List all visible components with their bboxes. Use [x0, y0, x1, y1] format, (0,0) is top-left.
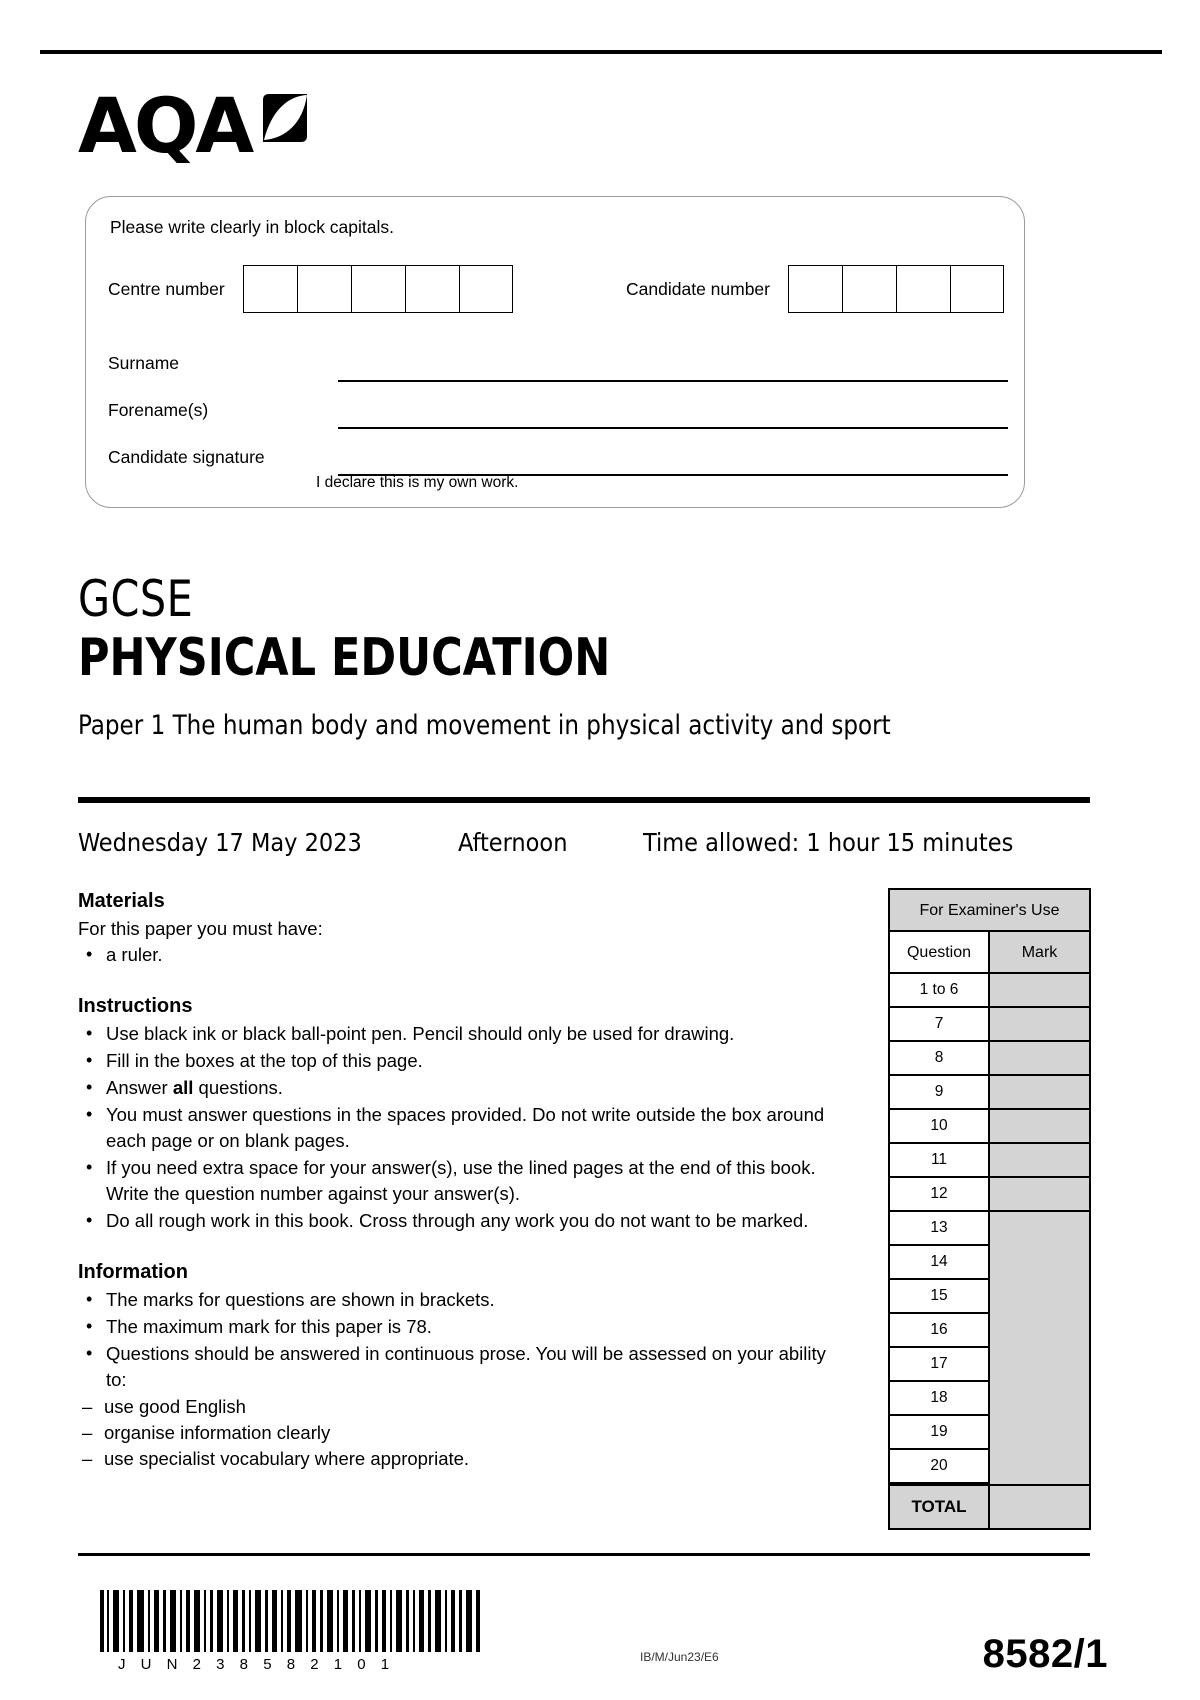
question-cell: 11 — [890, 1144, 990, 1178]
list-item: • Questions should be answered in continuous prose. You will be assessed on your ability to: — [78, 1341, 838, 1393]
title-divider-rule — [78, 797, 1090, 803]
table-row — [890, 1042, 1089, 1076]
answer-suffix: questions. — [193, 1077, 283, 1098]
instructions-heading: Instructions — [78, 995, 193, 1017]
total-mark-cell[interactable] — [990, 1486, 1089, 1528]
table-row — [890, 1212, 1089, 1246]
table-row — [890, 1382, 1089, 1416]
mark-cell[interactable] — [990, 1110, 1089, 1144]
top-rule — [40, 50, 1162, 54]
candidate-number-cell[interactable] — [788, 265, 842, 313]
list-item: – organise information clearly — [78, 1420, 838, 1446]
centre-number-cell[interactable] — [405, 265, 459, 313]
mark-cell[interactable] — [990, 1178, 1089, 1212]
exam-session: Afternoon — [458, 828, 568, 857]
paper-subtitle: Paper 1 The human body and movement in physical activity and sport — [78, 710, 891, 741]
information-heading: Information — [78, 1261, 188, 1283]
instructions-list — [78, 1021, 838, 1234]
mark-cell[interactable] — [990, 1008, 1089, 1042]
list-item: • The maximum mark for this paper is 78. — [78, 1314, 838, 1340]
candidate-number-cell[interactable] — [950, 265, 1004, 313]
mark-cell[interactable] — [990, 1314, 1089, 1348]
question-cell: 8 — [890, 1042, 990, 1076]
table-row — [890, 1008, 1089, 1042]
centre-number-cell[interactable] — [351, 265, 405, 313]
document-code: IB/M/Jun23/E6 — [640, 1650, 719, 1664]
information-list — [78, 1287, 838, 1393]
section-gap — [78, 969, 838, 993]
subject-title: PHYSICAL EDUCATION — [78, 628, 611, 688]
column-header-mark: Mark — [990, 932, 1089, 972]
question-cell: 1 to 6 — [890, 974, 990, 1008]
name-fields — [108, 347, 1008, 488]
cover-instructions-column — [78, 888, 838, 1472]
surname-row — [108, 347, 1008, 394]
information-sub-list — [78, 1394, 838, 1472]
mark-cell[interactable] — [990, 1042, 1089, 1076]
mark-cell[interactable] — [990, 1382, 1089, 1416]
centre-number-cell[interactable] — [297, 265, 351, 313]
exam-time-allowed: Time allowed: 1 hour 15 minutes — [643, 828, 1014, 857]
question-cell: 17 — [890, 1348, 990, 1382]
candidate-details-box — [85, 196, 1025, 508]
list-item: • If you need extra space for your answer(s), use the lined pages at the end of this book. Write the question number against your answer(s). — [78, 1155, 838, 1207]
number-fields-row — [108, 265, 1004, 313]
exam-details-bar — [78, 828, 1090, 857]
candidate-number-cell[interactable] — [842, 265, 896, 313]
centre-number-label: Centre number — [108, 278, 225, 299]
surname-input[interactable] — [338, 380, 1008, 382]
materials-heading: Materials — [78, 890, 165, 912]
question-cell: 18 — [890, 1382, 990, 1416]
exam-board-name: AQA — [78, 81, 252, 170]
centre-number-input[interactable] — [243, 265, 513, 313]
list-item: • You must answer questions in the spaces provided. Do not write outside the box around each page or on blank pages. — [78, 1102, 838, 1154]
table-row — [890, 1348, 1089, 1382]
list-item: • Fill in the boxes at the top of this page. — [78, 1048, 838, 1074]
exam-board-logo — [78, 81, 313, 170]
question-cell: 20 — [890, 1450, 990, 1484]
barcode-icon — [100, 1586, 490, 1652]
forenames-label: Forename(s) — [108, 400, 209, 420]
table-row — [890, 1178, 1089, 1212]
question-cell: 15 — [890, 1280, 990, 1314]
question-cell: 14 — [890, 1246, 990, 1280]
aqa-leaf-logo-icon — [257, 90, 313, 146]
table-total-row — [890, 1484, 1089, 1528]
mark-cell[interactable] — [990, 1144, 1089, 1178]
question-cell: 12 — [890, 1178, 990, 1212]
mark-cell[interactable] — [990, 1348, 1089, 1382]
column-header-question: Question — [890, 932, 990, 972]
table-row — [890, 1450, 1089, 1484]
candidate-signature-label: Candidate signature — [108, 447, 265, 467]
list-item — [78, 1075, 838, 1101]
materials-list — [78, 942, 838, 968]
question-cell: 10 — [890, 1110, 990, 1144]
table-row — [890, 1246, 1089, 1280]
mark-cell[interactable] — [990, 1450, 1089, 1484]
question-cell: 16 — [890, 1314, 990, 1348]
table-row — [890, 1110, 1089, 1144]
list-item: • Do all rough work in this book. Cross through any work you do not want to be marked. — [78, 1208, 838, 1234]
examiner-mark-table — [888, 888, 1091, 1530]
surname-label: Surname — [108, 353, 180, 373]
answer-all-emphasis: all — [172, 1077, 194, 1098]
answer-prefix: Answer — [106, 1077, 173, 1098]
mark-cell[interactable] — [990, 1280, 1089, 1314]
mark-cell[interactable] — [990, 1212, 1089, 1246]
question-cell: 19 — [890, 1416, 990, 1450]
examiner-table-header-row — [890, 932, 1089, 974]
list-item: • The marks for questions are shown in brackets. — [78, 1287, 838, 1313]
mark-cell[interactable] — [990, 1076, 1089, 1110]
list-item: • Use black ink or black ball-point pen. Pencil should only be used for drawing. — [78, 1021, 838, 1047]
table-row — [890, 1314, 1089, 1348]
question-cell: 13 — [890, 1212, 990, 1246]
list-item: • a ruler. — [78, 942, 838, 968]
table-row — [890, 1280, 1089, 1314]
forenames-row — [108, 394, 1008, 441]
mark-cell[interactable] — [990, 974, 1089, 1008]
examiner-table-title: For Examiner's Use — [890, 890, 1089, 932]
question-cell: 7 — [890, 1008, 990, 1042]
materials-intro: For this paper you must have: — [78, 918, 323, 939]
footer-divider-rule — [78, 1553, 1090, 1556]
declaration-text: I declare this is my own work. — [316, 474, 519, 491]
exam-date: Wednesday 17 May 2023 — [78, 828, 362, 857]
table-row — [890, 1416, 1089, 1450]
section-gap — [78, 1235, 838, 1259]
qualification-title: GCSE — [78, 570, 194, 628]
table-row — [890, 1076, 1089, 1110]
list-item: – use good English — [78, 1394, 838, 1420]
list-item: – use specialist vocabulary where appropriate. — [78, 1446, 838, 1472]
mark-cell[interactable] — [990, 1416, 1089, 1450]
block-capitals-instruction: Please write clearly in block capitals. — [110, 217, 395, 237]
candidate-number-label: Candidate number — [626, 278, 770, 299]
table-row — [890, 1144, 1089, 1178]
mark-cell[interactable] — [990, 1246, 1089, 1280]
centre-number-cell[interactable] — [243, 265, 297, 313]
centre-number-cell[interactable] — [459, 265, 513, 313]
question-cell: 9 — [890, 1076, 990, 1110]
candidate-number-cell[interactable] — [896, 265, 950, 313]
forenames-input[interactable] — [338, 427, 1008, 429]
candidate-number-input[interactable] — [788, 265, 1004, 313]
total-label: TOTAL — [890, 1486, 990, 1528]
paper-code: 8582/1 — [982, 1632, 1108, 1676]
candidate-signature-row — [108, 441, 1008, 488]
barcode-number: J U N 2 3 8 5 8 2 1 0 1 — [118, 1656, 395, 1673]
table-row — [890, 974, 1089, 1008]
